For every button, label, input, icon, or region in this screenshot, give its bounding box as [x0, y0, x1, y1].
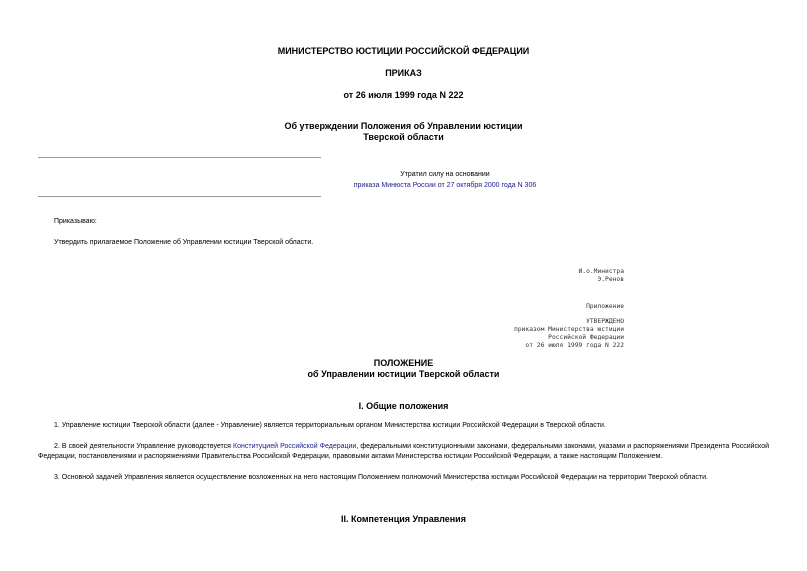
section2-heading: II. Компетенция Управления: [341, 514, 466, 524]
bottom-divider: [38, 196, 321, 197]
appendix-label: Приложение: [586, 303, 624, 310]
signature-role: И.о.Министра: [578, 268, 624, 275]
section1-paragraph2: [38, 442, 769, 462]
approved-line3: Российской Федерации: [548, 334, 624, 341]
doc-title-line2: Тверской области: [363, 132, 444, 142]
section1-paragraph1: 1. Управление юстиции Тверской области (далее - Управление) является территориальным органом Министерства юстиции Российской Федерации в Тверской области.: [54, 422, 606, 429]
approve-text: Утвердить прилагаемое Положение об Управлении юстиции Тверской области.: [54, 239, 314, 246]
date-number-heading: от 26 июля 1999 года N 222: [343, 90, 464, 100]
prikazyvayu-text: Приказываю:: [54, 218, 97, 225]
status-note-link-row: [180, 181, 710, 190]
doc-title-line1: Об утверждении Положения об Управлении юстиции: [284, 121, 523, 131]
regulation-title: ПОЛОЖЕНИЕ: [373, 358, 434, 368]
doc-type-heading: ПРИКАЗ: [385, 68, 422, 78]
paragraph2-text-start: 2. В своей деятельности Управление руководствуется: [54, 443, 234, 450]
top-divider: [38, 157, 321, 158]
signature-name: Э.Ренов: [597, 276, 624, 283]
approved-line4: от 26 июля 1999 года N 222: [525, 342, 624, 349]
repeal-order-link[interactable]: приказа Минюста России от 27 октября 2000 года N 306: [353, 182, 537, 189]
paragraph2-text-end: , федеральными конституционными законами, федеральными законами, указами и распоряжениями Президента Российской Федерации, постановлениями и распоряжениями Правительства Российской Федерации, правовыми актами Министерства юстиции Российской Федерации, а также настоящим Положением.: [38, 443, 769, 460]
regulation-subtitle: об Управлении юстиции Тверской области: [307, 369, 500, 379]
ministry-heading: МИНИСТЕРСТВО ЮСТИЦИИ РОССИЙСКОЙ ФЕДЕРАЦИИ: [277, 46, 530, 56]
section1-paragraph3: 3. Основной задачей Управления является осуществление возложенных на него настоящим Положением полномочий Министерства юстиции Российской Федерации на территории Тверской области.: [54, 474, 708, 481]
status-note-text: Утратил силу на основании: [400, 171, 490, 178]
approved-line1: УТВЕРЖДЕНО: [586, 318, 624, 325]
approved-line2: приказом Министерства юстиции: [514, 326, 624, 333]
section1-heading: I. Общие положения: [358, 401, 449, 411]
constitution-link[interactable]: Конституцией Российской Федерации: [233, 443, 357, 450]
